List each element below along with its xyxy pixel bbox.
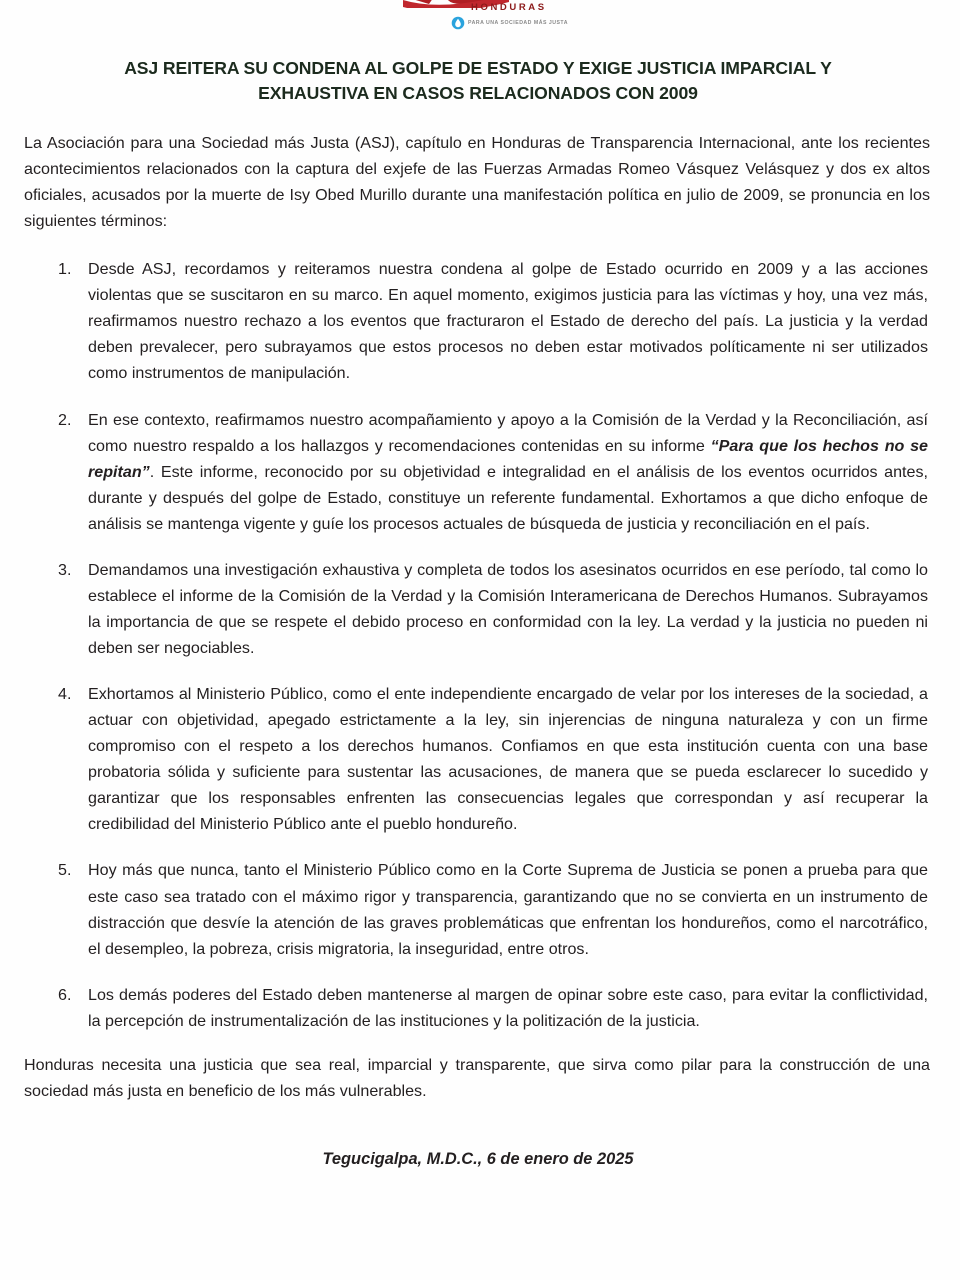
list-item-text: Desde ASJ, recordamos y reiteramos nuestra condena al golpe de Estado ocurrido en 2009 y a las acciones violentas que se suscitaron en su marco. En aquel momento, exigimos justicia para las víctimas y hoy, una vez más, reafirmamos nuestro rechazo a los eventos que fracturaron el Estado de derecho del país. La justicia y la verdad deben prevalecer, pero subrayamos que estos procesos no deben estar motivados políticamente ni ser utilizados como instrumentos de manipulación. xyxy=(88,260,928,383)
closing-paragraph: Honduras necesita una justicia que sea real, imparcial y transparente, que sirva como pilar para la construcción de una sociedad más justa en beneficio de los más vulnerables. xyxy=(24,1055,930,1100)
logo-tagline: PARA UNA SOCIEDAD MÁS JUSTA xyxy=(468,20,568,26)
list-item-text-after: . Este informe, reconocido por su objetividad e integralidad en el análisis de los eventos ocurridos antes, durante y después del golpe de Estado, constituye un referente fundamental. Exhortamos a que dicho enfoque de análisis se mantenga vigente y guíe los procesos actuales de búsqueda de justicia y reconciliación en el país. xyxy=(88,462,928,533)
document-body xyxy=(0,56,960,1169)
list-item xyxy=(58,407,928,537)
dateline: Tegucigalpa, M.D.C., 6 de enero de 2025 xyxy=(322,1149,634,1168)
numbered-claims-list xyxy=(24,256,928,1034)
letterhead xyxy=(0,0,960,36)
list-item xyxy=(58,681,928,837)
list-item-text: Los demás poderes del Estado deben mantenerse al margen de opinar sobre este caso, para evitar la conflictividad, la percepción de instrumentalización de las instituciones y la politización de la justicia. xyxy=(88,985,928,1030)
lead-paragraph: La Asociación para una Sociedad más Justa (ASJ), capítulo en Honduras de Transparencia Internacional, ante los recientes acontecimientos relacionados con la captura del exjefe de las Fuerzas Armadas Romeo Vásquez Velásquez y dos ex altos oficiales, acusados por la muerte de Isy Obed Murillo durante una manifestación política en julio de 2009, se pronuncia en los siguientes términos: xyxy=(24,133,930,231)
asj-logo xyxy=(395,0,568,36)
logo-tagline-row xyxy=(451,16,568,30)
list-item xyxy=(58,557,928,661)
list-item-text: Exhortamos al Ministerio Público, como el ente independiente encargado de velar por los intereses de la sociedad, a actuar con objetividad, apegado estrictamente a la ley, sin injerencias de ninguna naturaleza y con un firme compromiso con el respeto a los derechos humanos. Confiamos en que esta institución cuenta con una base probatoria sólida y suficiente para sustentar las acusaciones, de manera que se pueda esclarecer lo sucedido y garantizar que los responsables enfrenten las consecuencias legales que correspondan y así recuperar la credibilidad del Ministerio Público ante el pueblo hondureño. xyxy=(88,685,928,834)
report-title-quote: “Para que los hechos no se repitan” xyxy=(88,436,929,481)
list-item xyxy=(58,857,928,961)
list-item xyxy=(58,982,928,1034)
list-item-text: Demandamos una investigación exhaustiva y completa de todos los asesinatos ocurridos en ese período, tal como lo establece el informe de la Comisión de la Verdad y la Comisión Interamericana de Derechos Humanos. Subrayamos la importancia de que se respete el debido proceso en conformidad con la ley. La verdad y la justicia no pueden ni deben ser negociables. xyxy=(88,560,928,657)
list-item xyxy=(58,256,928,386)
logo-country-label: HONDURAS xyxy=(471,2,547,13)
list-item-text-before: En ese contexto, reafirmamos nuestro acompañamiento y apoyo a la Comisión de la Verdad y la Reconciliación, así como nuestro respaldo a los hallazgos y recomendaciones contenidas en su informe xyxy=(88,410,928,455)
list-item-text: Hoy más que nunca, tanto el Ministerio Público como en la Corte Suprema de Justicia se ponen a prueba para que este caso sea tratado con el máximo rigor y transparencia, garantizando que no se convierta en un instrumento de distracción que desvíe la atención de las graves problemáticas que enfrentan los hondureños, como el narcotráfico, el desempleo, la pobreza, crisis migratoria, la inseguridad, entre otros. xyxy=(88,861,928,958)
page-title: ASJ REITERA SU CONDENA AL GOLPE DE ESTADO Y EXIGE JUSTICIA IMPARCIAL Y EXHAUSTIVA EN CASOS RELACIONADOS CON 2009 xyxy=(124,58,832,103)
water-drop-icon xyxy=(451,16,465,30)
